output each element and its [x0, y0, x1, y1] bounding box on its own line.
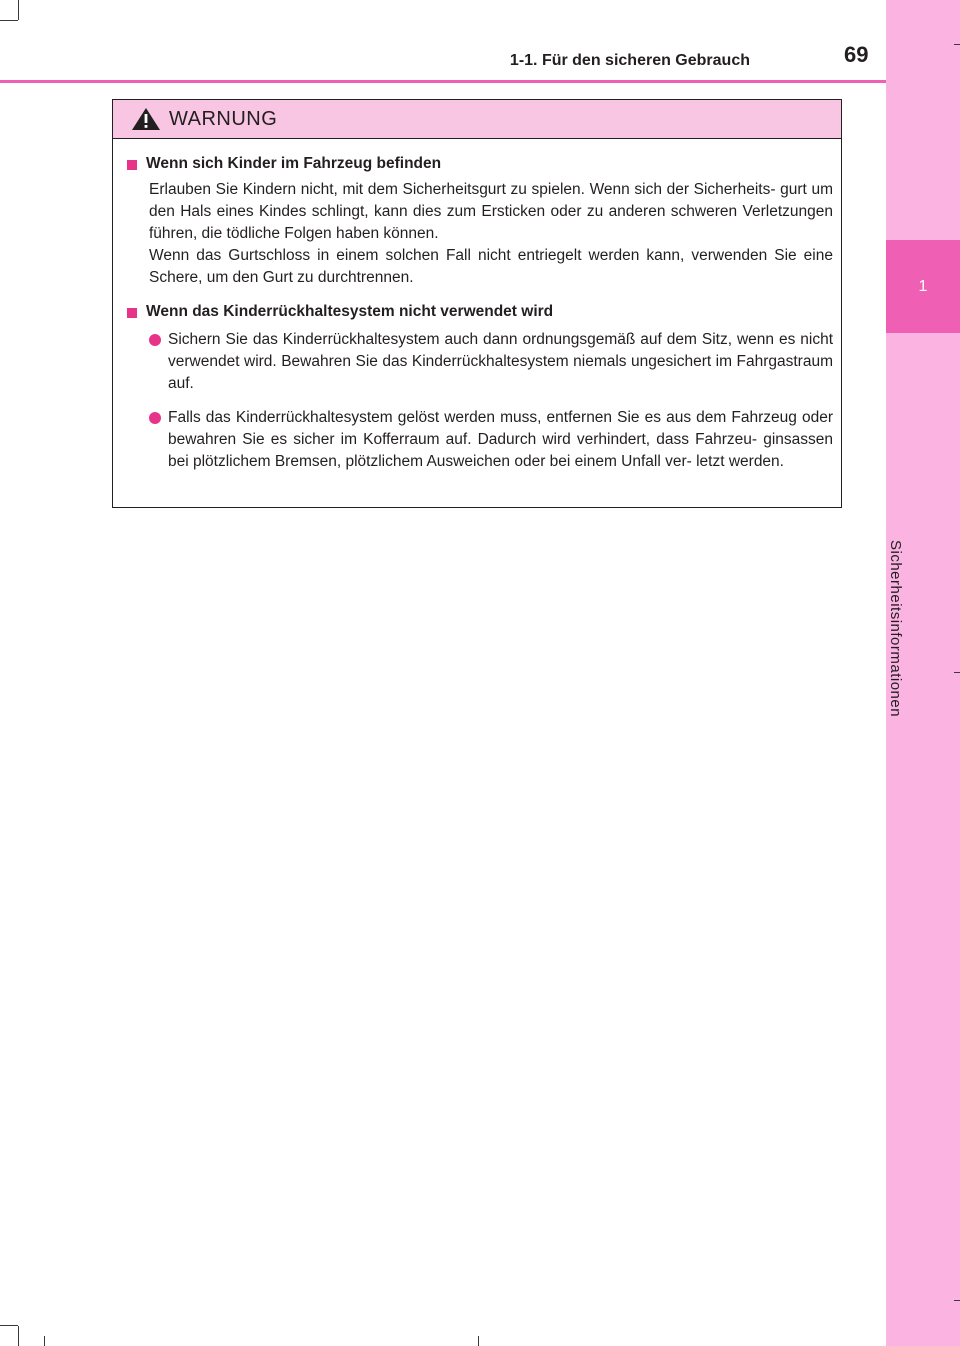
list-item	[149, 407, 833, 473]
crop-mark	[0, 1325, 18, 1326]
crop-mark	[954, 1300, 960, 1301]
page-number: 69	[844, 42, 869, 67]
list-item-text: Falls das Kinderrückhaltesystem gelöst werden muss, entfernen Sie es aus dem Fahrzeug oder bewahren Sie es sicher im Kofferraum auf. Dadurch wird verhindert, dass Fahrzeu- ginsassen bei plötzlichem Bremsen, plötzlichem Ausweichen oder bei einem Unfall ver- letzt werden.	[168, 409, 833, 470]
crop-mark	[0, 20, 18, 21]
square-bullet-icon	[127, 160, 137, 170]
crop-mark	[44, 1336, 45, 1346]
crop-mark	[954, 44, 960, 45]
header-rule	[0, 80, 886, 83]
warning-body	[113, 139, 841, 473]
warning-triangle-icon	[131, 107, 161, 131]
crop-mark	[954, 672, 960, 673]
round-bullet-icon	[149, 412, 161, 424]
paragraph-text: Erlauben Sie Kindern nicht, mit dem Sicherheitsgurt zu spielen. Wenn sich der Sicherheits- gurt um den Hals eines Kindes schlingt, kann dies zum Ersticken oder zu anderen schweren Verletzungen führen, die tödliche Folgen haben können.	[149, 181, 833, 242]
paragraph	[149, 179, 833, 289]
warning-title: WARNUNG	[169, 107, 278, 130]
list-item	[149, 329, 833, 395]
section-heading: Wenn sich Kinder im Fahrzeug befinden	[125, 155, 833, 173]
round-bullet-icon	[149, 334, 161, 346]
chapter-title: Sicherheitsinformationen	[887, 540, 904, 718]
crop-mark	[18, 0, 19, 20]
warning-header	[113, 100, 841, 139]
square-bullet-icon	[127, 308, 137, 318]
section-title: 1-1. Für den sicheren Gebrauch	[509, 52, 750, 69]
chapter-number: 1	[918, 278, 928, 295]
section-heading: Wenn das Kinderrückhaltesystem nicht verwendet wird	[125, 303, 833, 321]
crop-mark	[478, 1336, 479, 1346]
chapter-number-tab	[886, 240, 960, 333]
warning-box	[112, 99, 842, 508]
paragraph-text: Wenn das Gurtschloss in einem solchen Fall nicht entriegelt werden kann, verwenden Sie eine Schere, um den Gurt zu durchtrennen.	[149, 247, 833, 286]
crop-mark	[18, 1326, 19, 1346]
list-item-text: Sichern Sie das Kinderrückhaltesystem auch dann ordnungsgemäß auf dem Sitz, wenn es nicht verwendet wird. Bewahren Sie das Kinderrückhaltesystem niemals ungesichert im Fahrgastraum auf.	[168, 331, 833, 392]
